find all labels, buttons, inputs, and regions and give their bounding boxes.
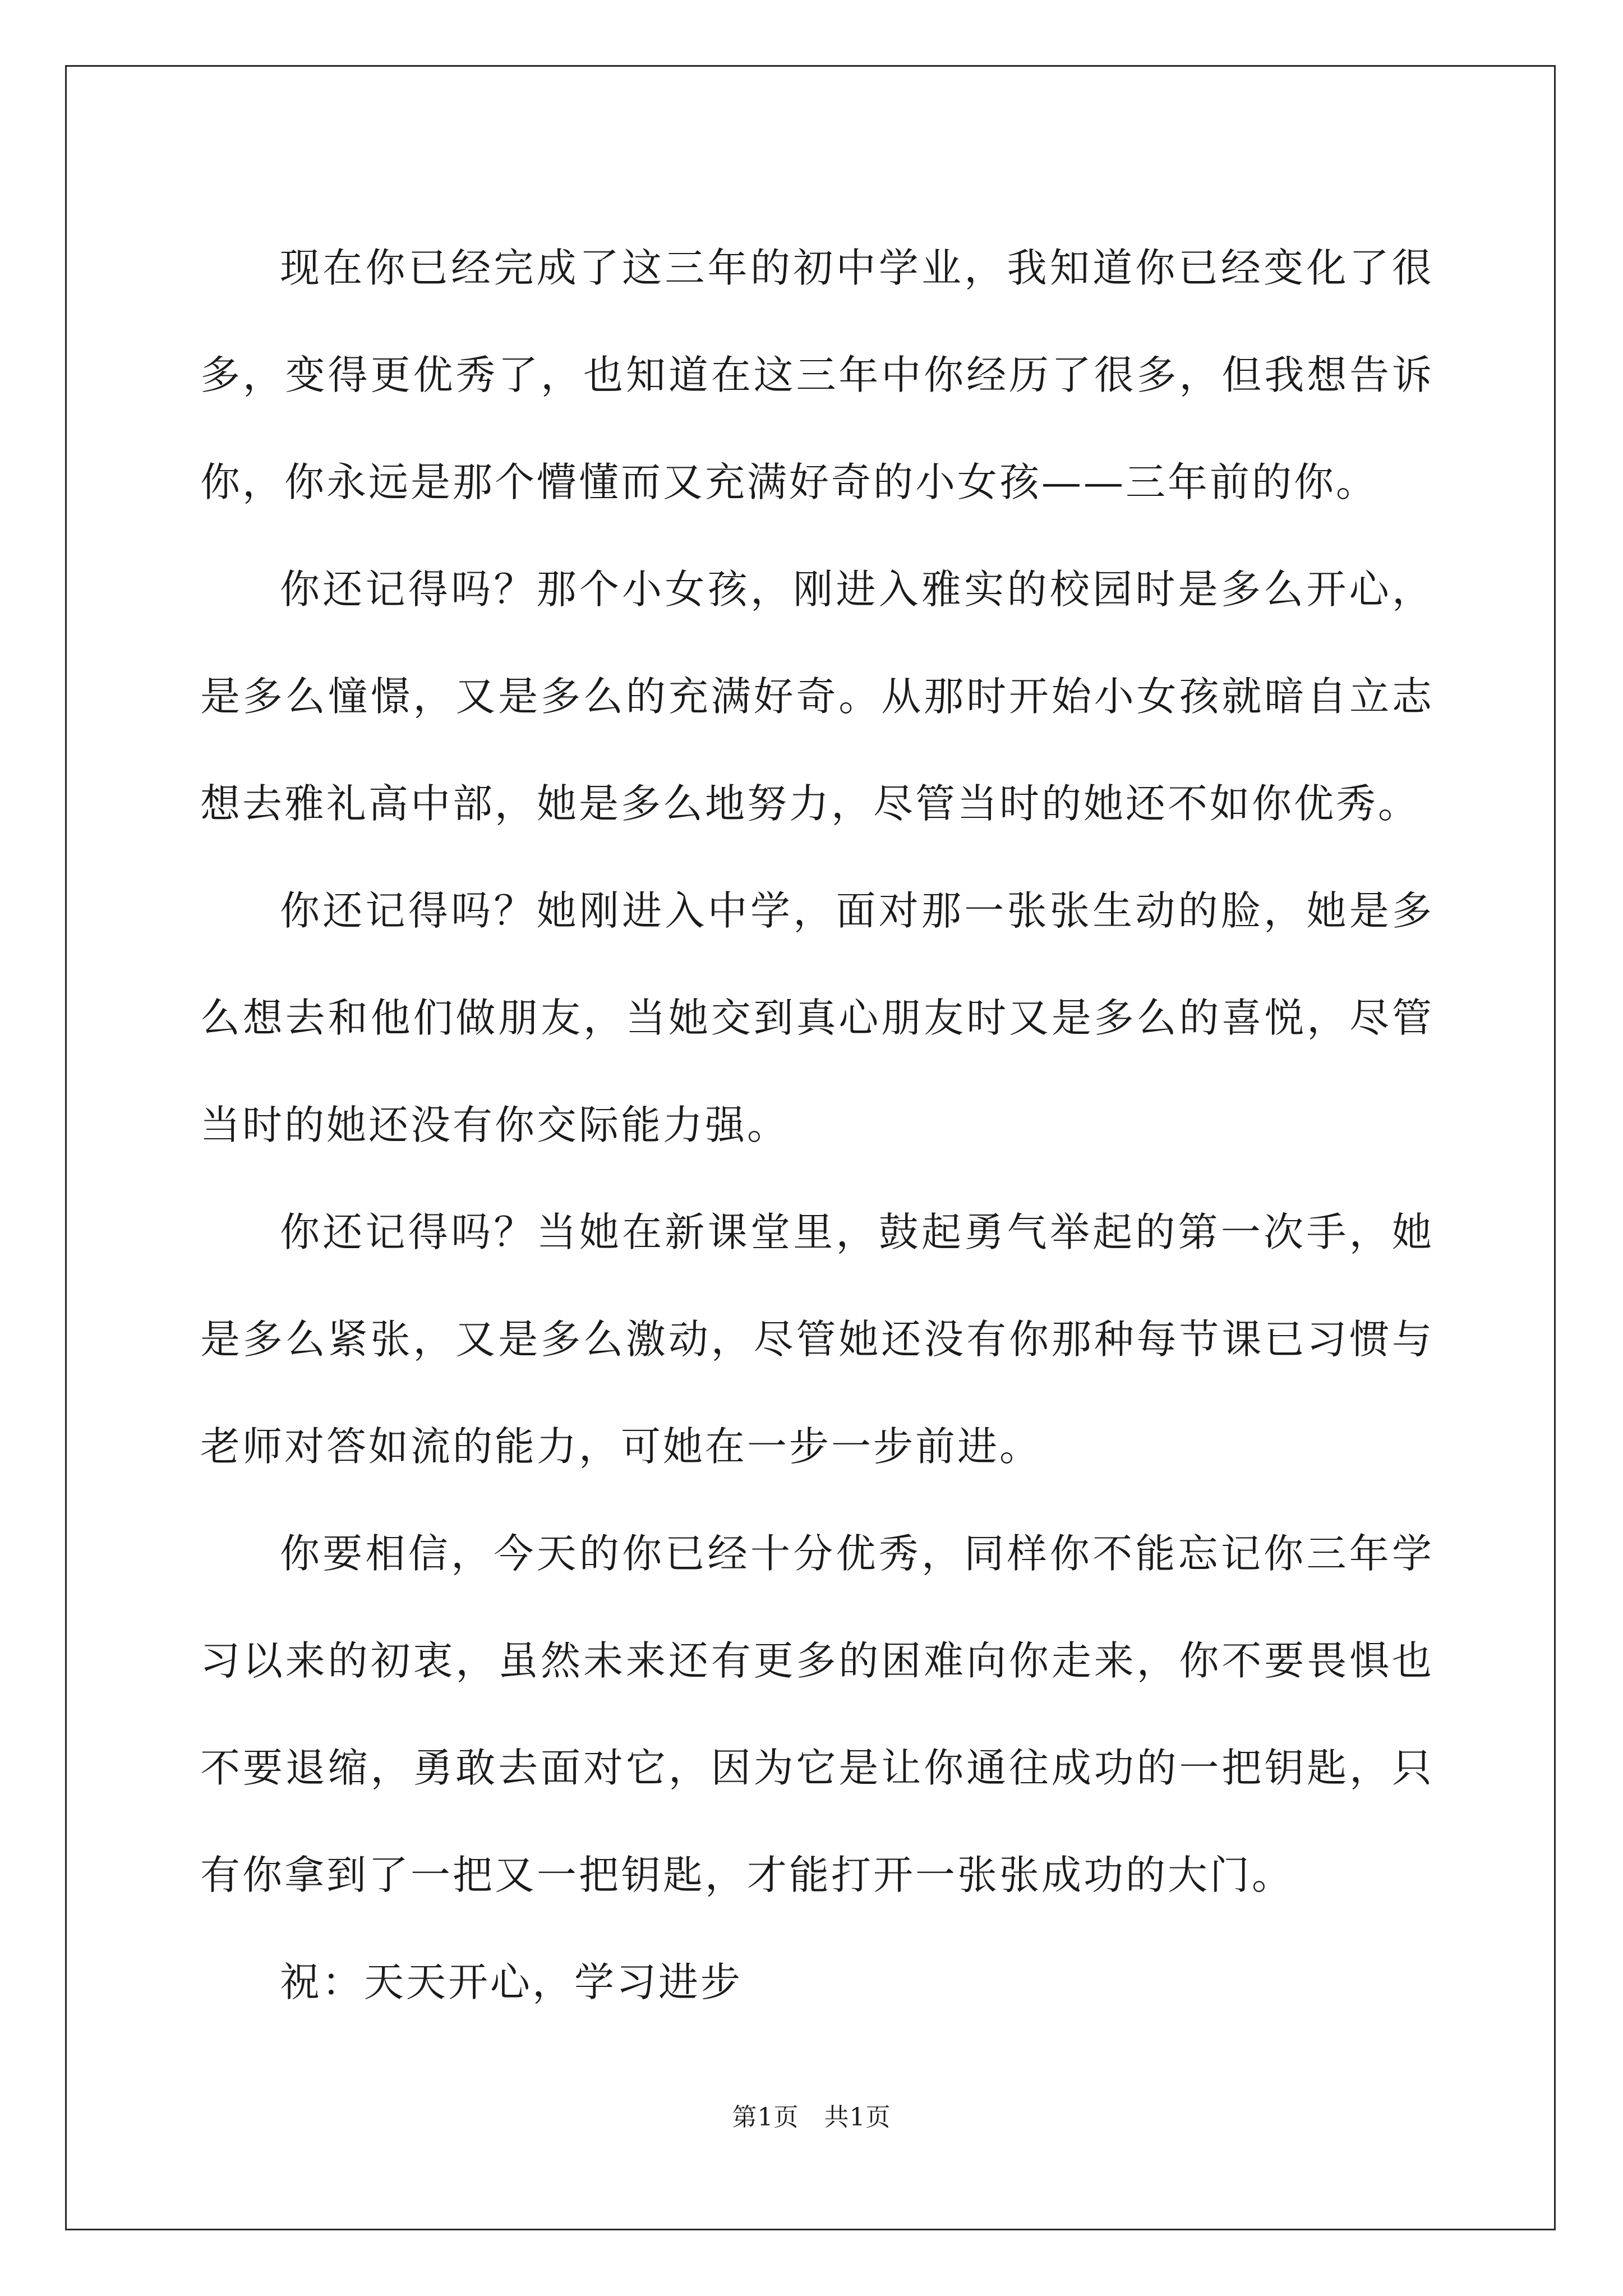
closing-wish: 祝：天天开心，学习进步 [280,1959,743,2005]
page-footer: 第1页 共1页 [732,2103,891,2132]
paragraph-5: 你要相信，今天的你已经十分优秀，同样你不能忘记你三年学习以来的初衷，虽然未来还有更多的困难向你走来，你不要畏惧也不要退缩，勇敢去面对它，因为它是让你通往成功的一把钥匙，只有你拿到了一把又一把钥匙，才能打开一张张成功的大门。 [200,1530,1434,1898]
paragraph-1: 现在你已经完成了这三年的初中学业，我知道你已经变化了很多，变得更优秀了，也知道在这三年中你经历了很多，但我想告诉你，你永远是那个懵懂而又充满好奇的小女孩——三年前的你。 [200,245,1434,505]
paragraph-3: 你还记得吗？她刚进入中学，面对那一张张生动的脸，她是多么想去和他们做朋友，当她交到真心朋友时又是多么的喜悦，尽管当时的她还没有你交际能力强。 [200,887,1434,1148]
document-body [200,214,1434,2036]
paragraph-4: 你还记得吗？当她在新课堂里，鼓起勇气举起的第一次手，她是多么紧张，又是多么激动，尽管她还没有你那种每节课已习惯与老师对答如流的能力，可她在一步一步前进。 [200,1209,1434,1470]
paragraph-2: 你还记得吗？那个小女孩，刚进入雅实的校园时是多么开心，是多么憧憬，又是多么的充满好奇。从那时开始小女孩就暗自立志想去雅礼高中部，她是多么地努力，尽管当时的她还不如你优秀。 [200,566,1434,827]
